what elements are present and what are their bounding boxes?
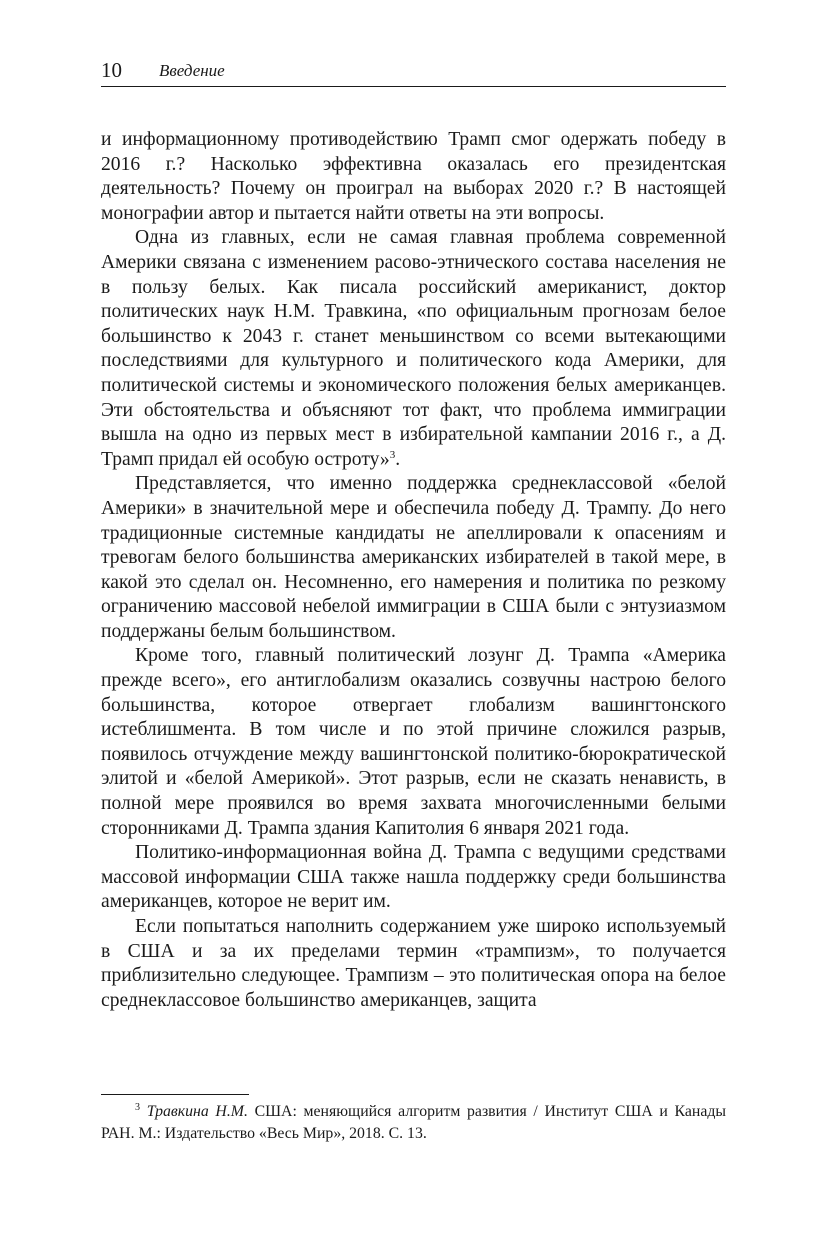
footnote <box>101 1101 726 1145</box>
footnote-divider <box>101 1094 249 1095</box>
footnote-text: США: меняющийся алгоритм развития / Институт США и Канады РАН. М.: Издательство «Весь Мир», 2018. С. 13. <box>101 1103 727 1142</box>
book-page <box>101 0 726 1241</box>
footnote-reference: 3 <box>389 448 396 461</box>
footnote-author: Травкина Н.М. <box>146 1103 248 1120</box>
paragraph: Представляется, что именно поддержка среднеклассовой «белой Америки» в значительной мере и обеспечила победу Д. Трампу. До него традиционные системные кандидаты не апеллировали к опасениям и тревогам белого большинства американских избирателей в такой мере, в какой это сделал он. Несомненно, его намерения и политика по резкому ограничению массовой небелой иммиграции в США были с энтузиазмом поддержаны белым большинством. <box>101 473 726 642</box>
paragraph: Кроме того, главный политический лозунг Д. Трампа «Америка прежде всего», его антиглобализм оказались созвучны настрою белого большинства, которое отвергает глобализм вашингтонского истеблишмента. В том числе и по этой причине сложился разрыв, появилось отчуждение между вашингтонской политико-бюрократической элитой и «белой Америкой». Этот разрыв, если не сказать ненависть, в полной мере проявился во время захвата многочисленными белыми сторонниками Д. Трампа здания Капитолия 6 января 2021 года. <box>101 645 726 839</box>
paragraph-text: Одна из главных, если не самая главная проблема современной Америки связана с изменением расово-этнического состава населения не в пользу белых. Как писала российский американист, доктор политических наук Н.М. Травкина, «по официальным прогнозам белое большинство к 2043 г. станет меньшинством со всеми вытекающими последствиями для культурного и политического кода Америки, для политической системы и экономического положения белых американцев. Эти обстоятельства и объясняют тот факт, что проблема иммиграции вышла на одно из первых мест в избирательной кампании 2016 г., а Д. Трамп придал ей особую остроту» <box>101 227 726 470</box>
running-head <box>101 56 726 87</box>
page-number: 10 <box>101 58 122 82</box>
paragraph: Политико-информационная война Д. Трампа с ведущими средствами массовой информации США также нашла поддержку среди большинства американцев, которое не верит им. <box>101 842 726 913</box>
footnote-number: 3 <box>135 1102 140 1113</box>
section-title: Введение <box>159 61 225 80</box>
body-text <box>101 128 726 1013</box>
paragraph-continuation: и информационному противодействию Трамп смог одержать победу в 2016 г.? Насколько эффективна оказалась его президентская деятельность? Почему он проиграл на выборах 2020 г.? В настоящей монографии автор и пытается найти ответы на эти вопросы. <box>101 129 726 224</box>
paragraph: Одна из главных, если не самая главная проблема современной Америки связана с изменением расово-этнического состава населения не в пользу белых. Как писала российский американист, доктор политических наук Н.М. Травкина, «по официальным прогнозам белое большинство к 2043 г. станет меньшинством со всеми вытекающими последствиями для культурного и политического кода Америки, для политической системы и экономического положения белых американцев. Эти обстоятельства и объясняют тот факт, что проблема иммиграции вышла на одно из первых мест в избирательной кампании 2016 г., а Д. Трамп придал ей особую остроту»$^3$. <box>101 227 726 470</box>
paragraph: Если попытаться наполнить содержанием уже широко используемый в США и за их пределами термин «трампизм», то получается приблизительно следующее. Трампизм – это политическая опора на белое среднеклассовое большинство американцев, защита <box>101 916 726 1011</box>
